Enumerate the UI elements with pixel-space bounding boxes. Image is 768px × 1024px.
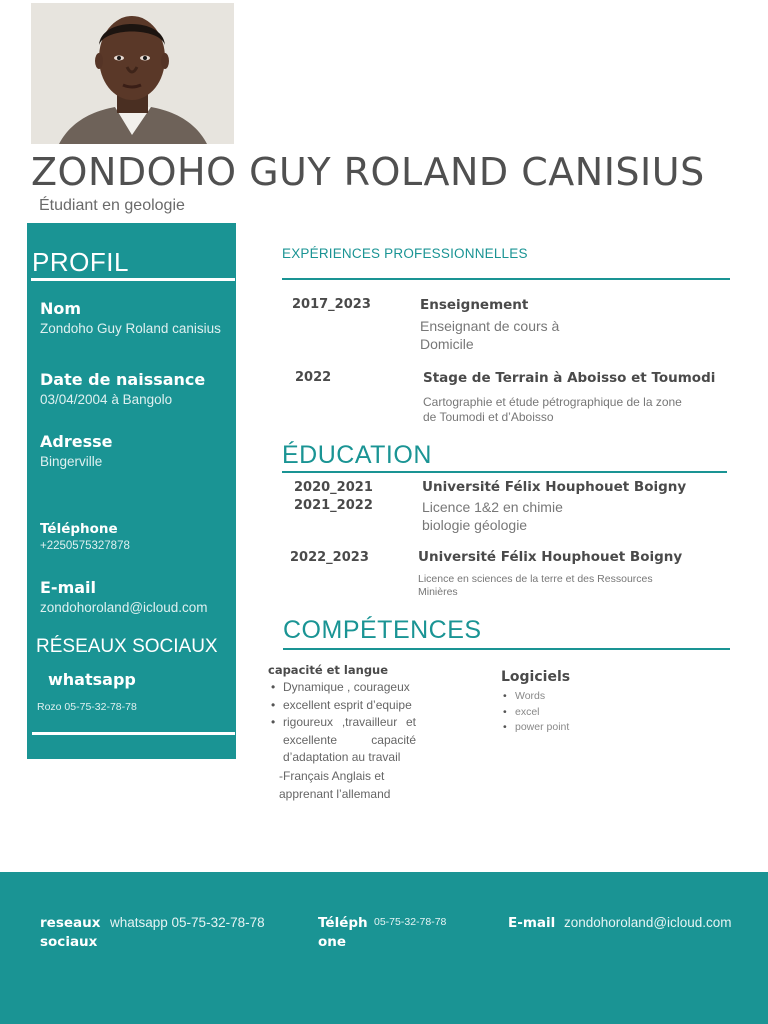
footer-email-value: zondohoroland@icloud.com [564, 915, 732, 930]
experience-desc-line: Enseignant de cours à [420, 318, 560, 334]
experience-title-item: Enseignement [420, 297, 529, 313]
languages-line: -Français Anglais et [279, 769, 385, 783]
address-value: Bingerville [40, 454, 103, 469]
education-year-line: 2020_2021 [294, 480, 373, 495]
footer-social-label-line: sociaux [40, 934, 98, 950]
experience-years: 2017_2023 [292, 297, 371, 312]
soft-skills-list [268, 679, 416, 767]
footer-phone-label-line: one [318, 934, 347, 950]
footer-phone-value: 05-75-32-78-78 [374, 916, 447, 928]
list-item: • Words [501, 689, 569, 705]
education-desc-line: Licence en sciences de la terre et des Ressources [418, 573, 653, 585]
education-desc [422, 498, 563, 534]
education-rule [282, 471, 727, 473]
education-year-line: 2021_2022 [294, 498, 373, 513]
profile-photo-image [31, 3, 234, 144]
education-desc-line: Minières [418, 586, 458, 598]
address-label: Adresse [40, 432, 113, 451]
education-desc-line: Licence 1&2 en chimie [422, 499, 563, 515]
profile-divider [31, 278, 235, 281]
social-heading: RÉSEAUX SOCIAUX [36, 636, 218, 657]
footer-social-label-line: reseaux [40, 915, 101, 931]
profile-panel [27, 223, 236, 759]
skills-title: COMPÉTENCES [283, 616, 482, 644]
software-list [501, 689, 569, 736]
footer-phone-label [318, 914, 368, 952]
profile-heading: PROFIL [32, 247, 129, 277]
experience-rule [282, 278, 730, 280]
social-value: Rozo 05-75-32-78-78 [37, 701, 137, 713]
experience-title-item: Stage de Terrain à Aboisso et Toumodi [423, 370, 716, 386]
footer-social-value: whatsapp 05-75-32-78-78 [110, 915, 265, 930]
birth-value: 03/04/2004 à Bangolo [40, 392, 173, 407]
footer-email-label: E-mail [508, 915, 556, 931]
list-item: • excellent esprit d’equipe [268, 697, 416, 715]
phone-value: +2250575327878 [40, 540, 130, 552]
education-title: ÉDUCATION [282, 441, 432, 469]
software-heading: Logiciels [501, 669, 571, 685]
languages-line: apprenant l’allemand [279, 787, 391, 801]
education-school: Université Félix Houphouet Boigny [418, 549, 683, 565]
full-name: ZONDOHO GUY ROLAND CANISIUS [31, 150, 705, 194]
education-school: Université Félix Houphouet Boigny [422, 479, 687, 495]
footer-phone-label-line: Téléph [318, 915, 368, 931]
experience-title: EXPÉRIENCES PROFESSIONNELLES [282, 246, 528, 261]
soft-skills-heading: capacité et langue [268, 663, 389, 677]
skills-rule [283, 648, 730, 650]
list-item: • excel [501, 705, 569, 721]
email-label: E-mail [40, 578, 97, 597]
languages-note [279, 767, 390, 803]
list-item: • power point [501, 720, 569, 736]
name-value: Zondoho Guy Roland canisius [40, 321, 221, 336]
education-years [294, 479, 373, 515]
social-divider [32, 732, 235, 735]
education-desc-line: biologie géologie [422, 517, 528, 533]
birth-label: Date de naissance [40, 370, 206, 389]
education-years: 2022_2023 [290, 550, 369, 565]
experience-desc [420, 317, 559, 353]
experience-desc-line: Cartographie et étude pétrographique de la zone [423, 395, 682, 409]
phone-label: Téléphone [40, 521, 118, 537]
list-item: • Dynamique , courageux [268, 679, 416, 697]
footer-social-label [40, 914, 100, 952]
experience-years: 2022 [295, 370, 332, 385]
name-label: Nom [40, 299, 82, 318]
education-desc [418, 573, 653, 599]
profile-photo [31, 3, 234, 144]
experience-desc-line: Domicile [420, 336, 474, 352]
email-value: zondohoroland@icloud.com [40, 600, 208, 615]
footer-band [0, 872, 768, 1024]
experience-desc-line: de Toumodi et d’Aboisso [423, 410, 554, 424]
job-subtitle: Étudiant en geologie [39, 197, 185, 214]
social-label: whatsapp [48, 670, 136, 689]
list-item: • rigoureux ,travailleur et excellente capacité d’adaptation au travail [268, 714, 416, 767]
experience-desc [423, 395, 682, 425]
